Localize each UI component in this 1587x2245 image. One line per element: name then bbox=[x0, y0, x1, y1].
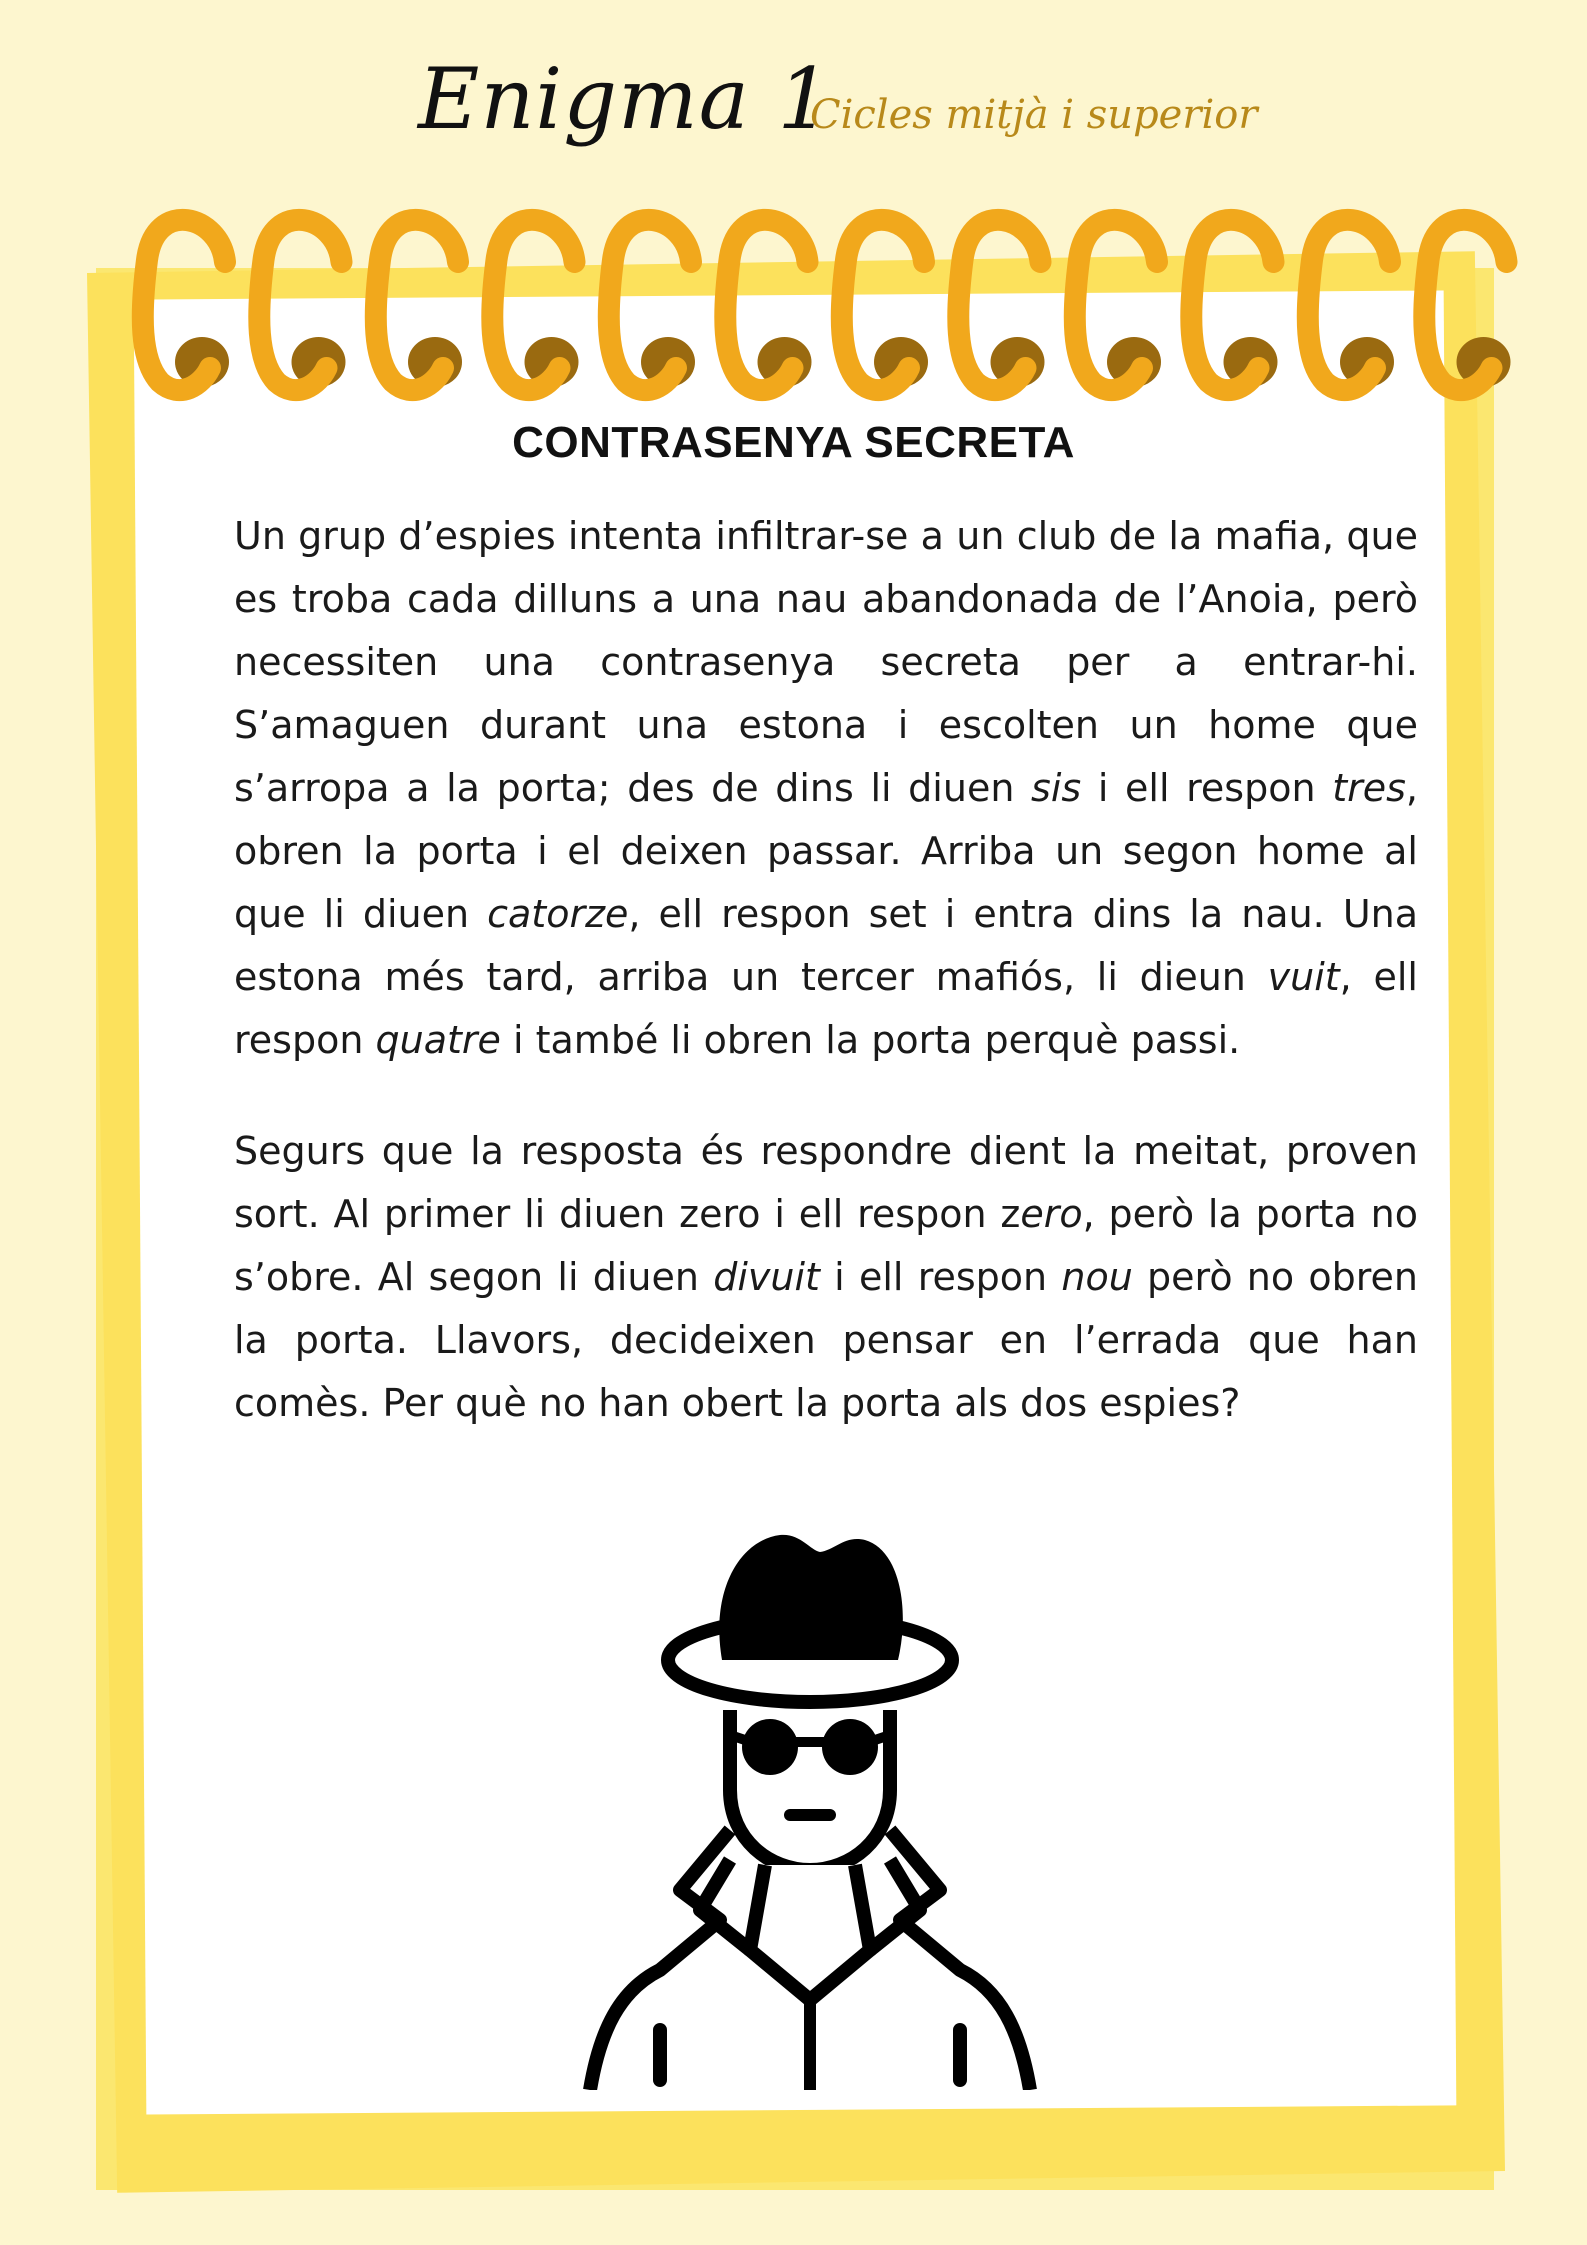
spiral-ring bbox=[143, 220, 229, 390]
spy-icon bbox=[580, 1530, 1040, 2090]
spiral-binding bbox=[0, 0, 1587, 420]
spiral-ring bbox=[1075, 220, 1161, 390]
paragraph-1: Un grup d’espies intenta infiltrar-se a un club de la mafia, que es troba cada dilluns a una nau abandonada de l’Anoia, però necessiten una contrasenya secreta per a entrar-hi. S’amaguen durant una estona i escolten un home que s’arropa a la porta; des de dins li diuen sis i ell respon tres, obren la porta i el deixen passar. Arriba un segon home al que li diuen catorze, ell respon set i entra dins la nau. Una estona més tard, arriba un tercer mafiós, li dieun vuit, ell respon quatre i també li obren la porta perquè passi. bbox=[234, 514, 1418, 1062]
spiral-ring bbox=[1424, 220, 1510, 390]
page-subtitle: Cicles mitjà i superior bbox=[810, 92, 1258, 138]
riddle-text bbox=[234, 505, 1418, 1435]
page-title: Enigma 1 bbox=[418, 50, 832, 148]
paragraph-2: Segurs que la resposta és respondre dient la meitat, proven sort. Al primer li diuen zero i ell respon zero, però la porta no s’obre. Al segon li diuen divuit i ell respon nou però no obren la porta. Llavors, decideixen pensar en l’errada que han comès. Per què no han obert la porta als dos espies? bbox=[234, 1129, 1419, 1425]
spiral-ring bbox=[609, 220, 695, 390]
spiral-ring bbox=[1308, 220, 1394, 390]
spiral-ring bbox=[842, 220, 928, 390]
spiral-ring bbox=[725, 220, 811, 390]
card-heading: CONTRASENYA SECRETA bbox=[512, 418, 1075, 467]
spiral-ring bbox=[492, 220, 578, 390]
spiral-ring bbox=[1191, 220, 1277, 390]
spiral-ring bbox=[958, 220, 1044, 390]
spiral-ring bbox=[376, 220, 462, 390]
spiral-ring bbox=[259, 220, 345, 390]
